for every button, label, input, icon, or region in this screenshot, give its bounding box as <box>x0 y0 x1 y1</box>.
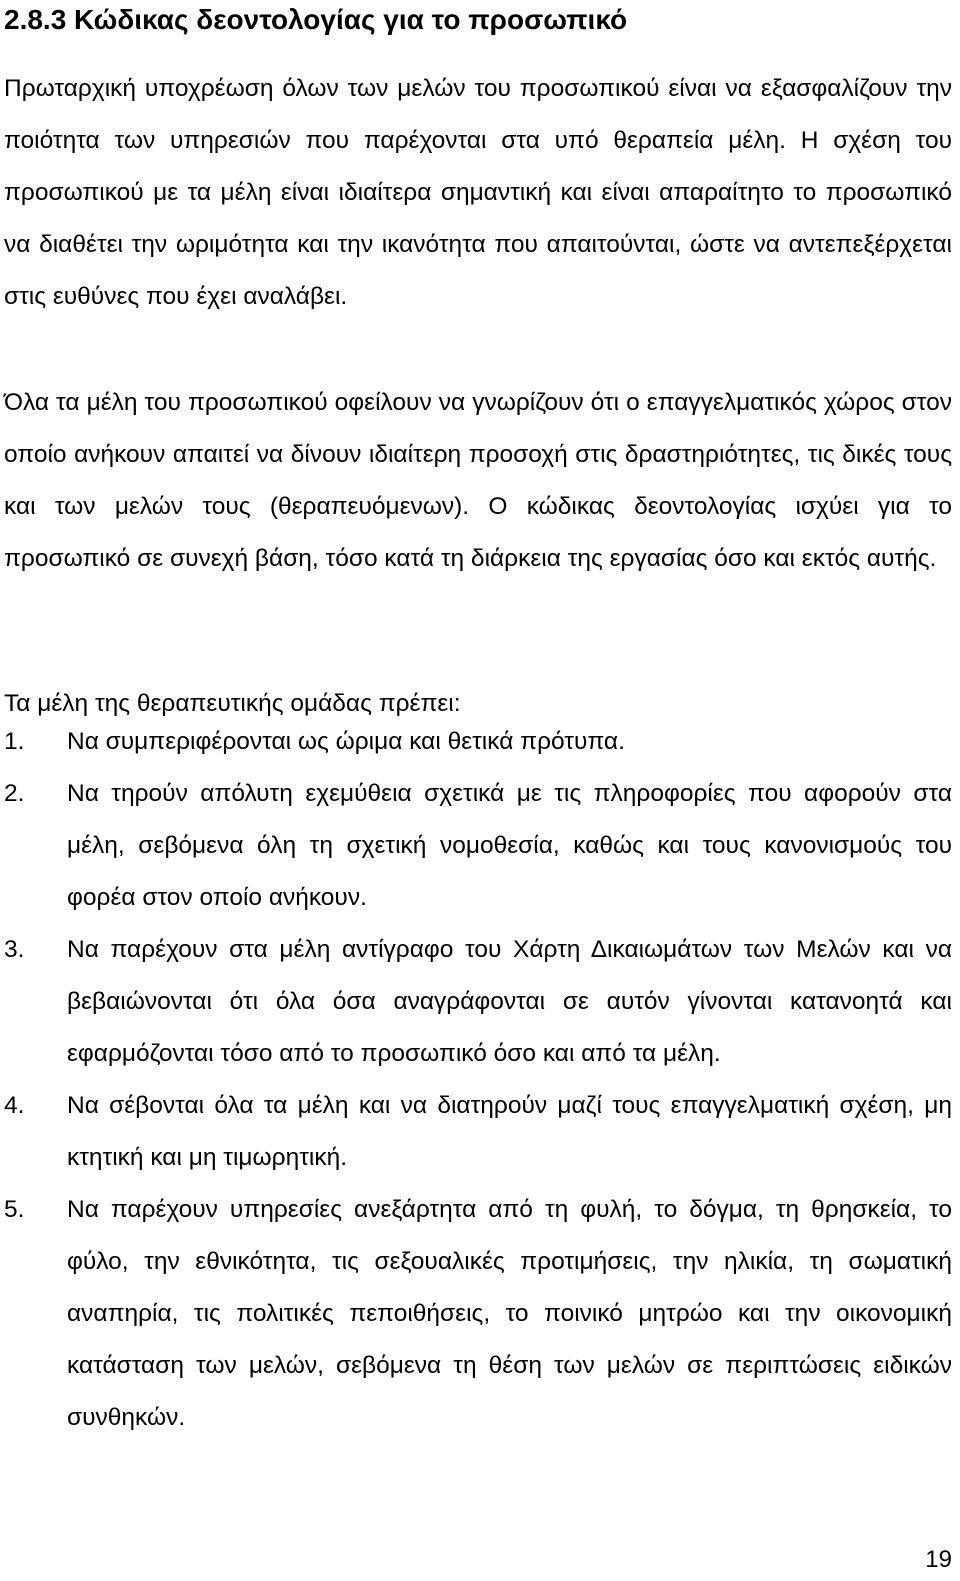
page-number: 19 <box>925 1546 952 1573</box>
list-item <box>4 924 952 1080</box>
list-item <box>4 1080 952 1184</box>
list-item-number: 3. <box>4 936 25 963</box>
obligations-list <box>4 716 952 1444</box>
paragraph-professional-conduct: Όλα τα μέλη του προσωπικού οφείλουν να γνωρίζουν ότι ο επαγγελματικός χώρος στον οποίο ανήκουν απαιτεί να δίνουν ιδιαίτερη προσοχή στις δραστηριότητες, τις δικές τους και των μελών τους (θεραπευόμενων). Ο κώδικας δεοντολογίας ισχύει για το προσωπικό σε συνεχή βάση, τόσο κατά τη διάρκεια της εργασίας όσο και εκτός αυτής. <box>4 389 952 572</box>
list-item-text: Να παρέχουν υπηρεσίες ανεξάρτητα από τη φυλή, το δόγμα, τη θρησκεία, το φύλο, την εθνικότητα, τις σεξουαλικές προτιμήσεις, την ηλικία, τη σωματική αναπηρία, τις πολιτικές πεποιθήσεις, το ποινικό μητρώο και την οικονομική κατάσταση των μελών, σεβόμενα τη θέση των μελών σε περιπτώσεις ειδικών συνθηκών. <box>67 1196 952 1431</box>
list-item-text: Να συμπεριφέρονται ως ώριμα και θετικά πρότυπα. <box>67 728 625 755</box>
list-item-text: Να παρέχουν στα μέλη αντίγραφο του Χάρτη Δικαιωμάτων των Μελών και να βεβαιώνονται ότι όλα όσα αναγράφονται σε αυτόν γίνονται κατανοητά και εφαρμόζονται τόσο από το προσωπικό όσο και από τα μέλη. <box>67 936 952 1067</box>
paragraph-staff-obligation: Πρωταρχική υποχρέωση όλων των μελών του προσωπικού είναι να εξασφαλίζουν την ποιότητα των υπηρεσιών που παρέχονται στα υπό θεραπεία μέλη. Η σχέση του προσωπικού με τα μέλη είναι ιδιαίτερα σημαντική και είναι απαραίτητο το προσωπικό να διαθέτει την ωριμότητα και την ικανότητα που απαιτούνται, ώστε να αντεπεξέρχεται στις ευθύνες που έχει αναλάβει. <box>4 75 952 310</box>
list-intro: Τα μέλη της θεραπευτικής ομάδας πρέπει: <box>4 690 461 717</box>
list-item-text: Να σέβονται όλα τα μέλη και να διατηρούν μαζί τους επαγγελματική σχέση, μη κτητική και μη τιμωρητική. <box>67 1092 952 1171</box>
list-item-number: 4. <box>4 1092 25 1119</box>
section-heading: 2.8.3 Κώδικας δεοντολογίας για το προσωπικό <box>4 4 628 35</box>
list-item-number: 5. <box>4 1196 25 1223</box>
list-item <box>4 716 952 768</box>
list-item <box>4 768 952 924</box>
list-item-number: 2. <box>4 780 25 807</box>
list-item-text: Να τηρούν απόλυτη εχεμύθεια σχετικά με τις πληροφορίες που αφορούν στα μέλη, σεβόμενα όλη τη σχετική νομοθεσία, καθώς και τους κανονισμούς του φορέα στον οποίο ανήκουν. <box>67 780 952 911</box>
list-item-number: 1. <box>4 728 25 755</box>
list-item <box>4 1184 952 1444</box>
